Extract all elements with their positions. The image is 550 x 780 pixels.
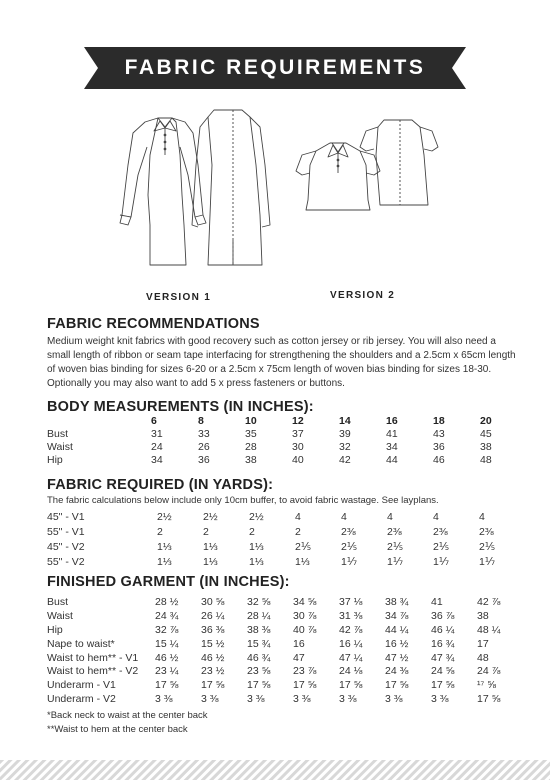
cell: 45 [480, 427, 492, 440]
cell: 48 ¼ [477, 623, 501, 636]
cell: 37 [292, 427, 304, 440]
cell: 1⅓ [249, 555, 264, 568]
table-row [47, 623, 513, 637]
cell: 32 [339, 440, 351, 453]
cell: 26 [198, 440, 210, 453]
finished-garment-heading: FINISHED GARMENT (IN INCHES): [47, 574, 290, 590]
cell: 2½ [249, 510, 264, 523]
cell: 31 ⅜ [339, 609, 363, 622]
cell: 1⅐ [479, 555, 496, 568]
table-row [47, 554, 509, 569]
table-row [47, 524, 509, 539]
cell: 3 ⅜ [431, 693, 449, 706]
cell: 3 ⅜ [385, 693, 403, 706]
cell: 36 [433, 440, 445, 453]
row-label: 45" - V1 [47, 510, 85, 523]
cell: 38 [480, 440, 492, 453]
cell: 4 [341, 510, 347, 523]
size-header: 18 [433, 414, 445, 427]
cell: 1⅓ [157, 555, 172, 568]
cell: 1⅓ [249, 540, 264, 553]
cell: 2⅜ [387, 525, 402, 538]
cell: 34 ⅝ [293, 595, 317, 608]
cell: 48 [477, 651, 489, 664]
cell: 42 ⅞ [477, 595, 501, 608]
cell: 46 ¾ [247, 651, 271, 664]
cell: 37 ⅛ [339, 595, 363, 608]
cell: 28 ½ [155, 595, 179, 608]
cell: 4 [387, 510, 393, 523]
cell: 17 ⅝ [385, 679, 409, 692]
cell: 2⅕ [479, 540, 496, 553]
cell: 3 ⅜ [155, 693, 173, 706]
cell: 23 ⅝ [247, 665, 271, 678]
row-label: 45" - V2 [47, 540, 85, 553]
cell: 1⅓ [203, 555, 218, 568]
cell: 46 ½ [201, 651, 225, 664]
table-row [47, 637, 513, 651]
cell: 46 ¼ [431, 623, 455, 636]
row-label: Waist to hem** - V1 [47, 651, 139, 664]
cell: 2½ [157, 510, 172, 523]
cell: 31 [151, 427, 163, 440]
cell: 3 ⅜ [339, 693, 357, 706]
cell: 17 ⅝ [247, 679, 271, 692]
cell: 17 ⅝ [477, 693, 501, 706]
cell: 32 ⅞ [155, 623, 179, 636]
page-title: FABRIC REQUIREMENTS [124, 56, 426, 79]
cell: 33 [198, 427, 210, 440]
cell: 36 ⅜ [201, 623, 225, 636]
cell: 48 [480, 453, 492, 466]
cell: 40 [292, 453, 304, 466]
table-row [47, 609, 513, 623]
row-label: 55" - V2 [47, 555, 85, 568]
cell: 16 ½ [385, 637, 409, 650]
cell: 28 ¼ [247, 609, 271, 622]
version-1-label: VERSION 1 [146, 292, 212, 303]
cell: 24 ⅛ [339, 665, 363, 678]
version2-back-drawing [360, 120, 438, 205]
cell: 2 [203, 525, 209, 538]
cell: 23 ¼ [155, 665, 179, 678]
cell: 2½ [203, 510, 218, 523]
cell: 16 [293, 637, 305, 650]
version1-back-drawing [192, 110, 270, 265]
cell: 34 [151, 453, 163, 466]
table-row [47, 595, 513, 609]
cell: 30 [292, 440, 304, 453]
cell: 30 ⅞ [293, 609, 317, 622]
cell: 38 [245, 453, 257, 466]
cell: 17 ⅝ [293, 679, 317, 692]
cell: 47 ½ [385, 651, 409, 664]
cell: 47 [293, 651, 305, 664]
cell: 30 ⅝ [201, 595, 225, 608]
fabric-recommendations-text: Medium weight knit fabrics with good recovery such as cotton jersey or rib jersey. You will also need a small length of ribbon or seam tape interfacing for strengthening the shoulders and a 2.5cm x 65cm length of woven bias binding for sizes 6-20 or a 2.5cm x 75cm length of woven bias binding for sizes 18-30. Optionally you may also want to add 5 x press fasteners or buttons. [47, 336, 516, 389]
row-label: Bust [47, 427, 69, 440]
size-header: 8 [198, 414, 204, 427]
cell: 38 ⅜ [247, 623, 271, 636]
body-measurements-table [47, 414, 510, 466]
body-measurements-heading: BODY MEASUREMENTS (IN INCHES): [47, 399, 314, 415]
cell: 24 ⅝ [431, 665, 455, 678]
table-row [47, 427, 510, 440]
cell: 1⅓ [295, 555, 310, 568]
cell: 1⅐ [341, 555, 358, 568]
row-label: Underarm - V2 [47, 693, 116, 706]
cell: 2⅕ [295, 540, 312, 553]
row-label: Hip [47, 623, 63, 636]
cell: 2⅜ [341, 525, 356, 538]
footer-stripes [0, 760, 550, 780]
table-row [47, 678, 513, 692]
table-row [47, 664, 513, 678]
cell: 41 [386, 427, 398, 440]
cell: 24 [151, 440, 163, 453]
version2-front-drawing [296, 143, 380, 210]
cell: 2 [249, 525, 255, 538]
fabric-required-table [47, 509, 509, 569]
cell: 39 [339, 427, 351, 440]
cell: 1⅐ [433, 555, 450, 568]
cell: ¹⁷ ⅝ [477, 679, 496, 692]
row-label: Underarm - V1 [47, 679, 116, 692]
cell: 4 [433, 510, 439, 523]
cell: 44 ¼ [385, 623, 409, 636]
cell: 23 ⅞ [293, 665, 317, 678]
cell: 38 ¾ [385, 595, 409, 608]
table-row [47, 539, 509, 554]
cell: 15 ¼ [155, 637, 179, 650]
cell: 26 ¼ [201, 609, 225, 622]
cell: 46 ½ [155, 651, 179, 664]
cell: 28 [245, 440, 257, 453]
size-header-row [47, 414, 510, 427]
cell: 3 ⅜ [201, 693, 219, 706]
cell: 15 ¾ [247, 637, 271, 650]
row-label: Bust [47, 595, 69, 608]
table-row [47, 509, 509, 524]
cell: 2⅕ [387, 540, 404, 553]
size-header: 12 [292, 414, 304, 427]
cell: 38 [477, 609, 489, 622]
cell: 16 ¼ [339, 637, 363, 650]
cell: 3 ⅜ [293, 693, 311, 706]
footnote-hem: **Waist to hem at the center back [47, 724, 188, 735]
cell: 17 ⅝ [339, 679, 363, 692]
size-header: 16 [386, 414, 398, 427]
cell: 17 ⅝ [431, 679, 455, 692]
cell: 2⅕ [433, 540, 450, 553]
cell: 1⅓ [203, 540, 218, 553]
cell: 1⅓ [157, 540, 172, 553]
row-label: Waist [47, 609, 73, 622]
cell: 2⅜ [433, 525, 448, 538]
cell: 47 ¾ [431, 651, 455, 664]
size-header: 6 [151, 414, 157, 427]
cell: 36 [198, 453, 210, 466]
cell: 23 ½ [201, 665, 225, 678]
cell: 3 ⅜ [247, 693, 265, 706]
cell: 40 ⅞ [293, 623, 317, 636]
cell: 34 ⅞ [385, 609, 409, 622]
cell: 24 ⅞ [477, 665, 501, 678]
cell: 16 ¾ [431, 637, 455, 650]
table-row [47, 651, 513, 665]
fabric-required-note: The fabric calculations below include only 10cm buffer, to avoid fabric wastage. See layplans. [47, 495, 439, 506]
cell: 4 [479, 510, 485, 523]
cell: 46 [433, 453, 445, 466]
size-header: 10 [245, 414, 257, 427]
cell: 24 ¾ [155, 609, 179, 622]
cell: 2⅕ [341, 540, 358, 553]
finished-garment-table [47, 595, 513, 706]
fabric-required-heading: FABRIC REQUIRED (IN YARDS): [47, 477, 274, 493]
cell: 4 [295, 510, 301, 523]
footnote-nape: *Back neck to waist at the center back [47, 710, 208, 721]
cell: 17 [477, 637, 489, 650]
size-header: 14 [339, 414, 351, 427]
fabric-recommendations-heading: FABRIC RECOMMENDATIONS [47, 316, 260, 332]
cell: 2 [295, 525, 301, 538]
table-row [47, 692, 513, 706]
cell: 44 [386, 453, 398, 466]
row-label: Waist to hem** - V2 [47, 665, 139, 678]
title-banner [84, 47, 466, 89]
size-header: 20 [480, 414, 492, 427]
row-label: 55" - V1 [47, 525, 85, 538]
cell: 36 ⅞ [431, 609, 455, 622]
table-row [47, 453, 510, 466]
cell: 15 ½ [201, 637, 225, 650]
cell: 17 ⅝ [155, 679, 179, 692]
row-label: Waist [47, 440, 73, 453]
cell: 34 [386, 440, 398, 453]
cell: 2⅜ [479, 525, 494, 538]
cell: 35 [245, 427, 257, 440]
garment-illustrations [0, 105, 550, 285]
cell: 2 [157, 525, 163, 538]
cell: 47 ¼ [339, 651, 363, 664]
cell: 42 ⅞ [339, 623, 363, 636]
version1-front-drawing [120, 118, 206, 265]
cell: 32 ⅝ [247, 595, 271, 608]
cell: 42 [339, 453, 351, 466]
version-2-label: VERSION 2 [330, 290, 396, 301]
cell: 41 [431, 595, 443, 608]
cell: 43 [433, 427, 445, 440]
cell: 17 ⅝ [201, 679, 225, 692]
row-label: Hip [47, 453, 63, 466]
cell: 24 ⅜ [385, 665, 409, 678]
table-row [47, 440, 510, 453]
cell: 1⅐ [387, 555, 404, 568]
row-label: Nape to waist* [47, 637, 115, 650]
